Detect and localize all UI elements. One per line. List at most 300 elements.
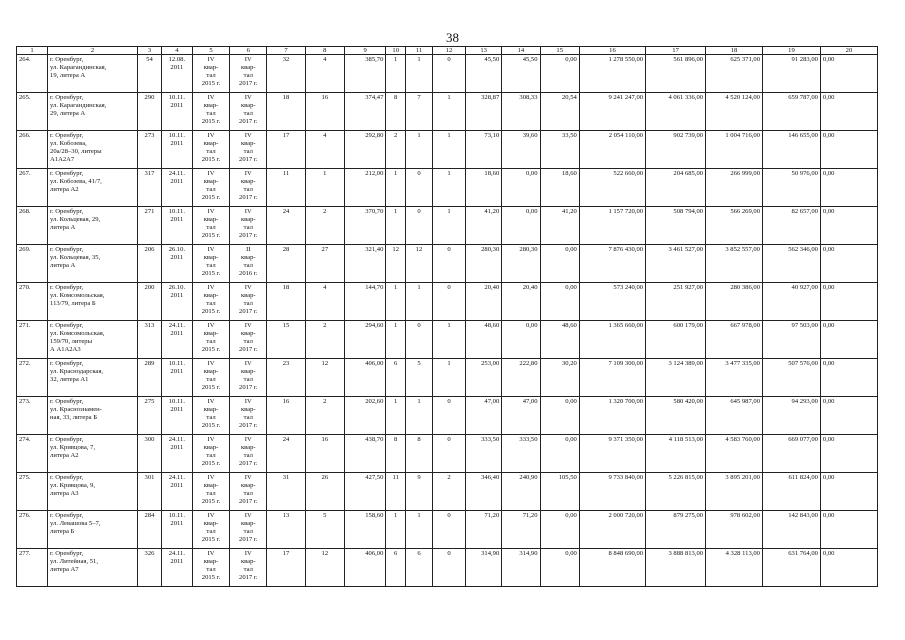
table-cell: 333,50 bbox=[466, 435, 502, 473]
table-cell: IV квар- тал 2015 г. bbox=[192, 473, 229, 511]
table-cell: 0,00 bbox=[820, 207, 877, 245]
table-cell: 374,47 bbox=[344, 93, 385, 131]
table-cell: 24.11. 2011 bbox=[161, 321, 192, 359]
table-cell: 0 bbox=[432, 283, 465, 321]
table-cell: 158,60 bbox=[344, 511, 385, 549]
table-cell: 4 520 124,00 bbox=[706, 93, 763, 131]
table-cell: 204 685,00 bbox=[646, 169, 706, 207]
table-cell: 4 118 513,00 bbox=[646, 435, 706, 473]
table-cell: 24.11. 2011 bbox=[161, 549, 192, 587]
table-cell: 32 bbox=[267, 55, 305, 93]
table-cell: 0,00 bbox=[502, 207, 540, 245]
row-number-cell: 267. bbox=[17, 169, 48, 207]
table-cell: 91 283,00 bbox=[762, 55, 820, 93]
row-number-cell: 266. bbox=[17, 131, 48, 169]
table-cell: IV квар- тал 2017 г. bbox=[230, 207, 267, 245]
table-cell: 16 bbox=[305, 93, 344, 131]
table-cell: 321,40 bbox=[344, 245, 385, 283]
table-cell: 7 bbox=[406, 93, 433, 131]
table-cell: 573 240,00 bbox=[579, 283, 645, 321]
table-cell: IV квар- тал 2015 г. bbox=[192, 283, 229, 321]
table-cell: IV квар- тал 2017 г. bbox=[230, 93, 267, 131]
table-cell: 7 876 430,00 bbox=[579, 245, 645, 283]
table-row bbox=[17, 549, 878, 587]
table-cell: 978 602,00 bbox=[706, 511, 763, 549]
table-cell: 45,50 bbox=[466, 55, 502, 93]
table-cell: 12 bbox=[386, 245, 406, 283]
table-cell: 240,90 bbox=[502, 473, 540, 511]
table-row bbox=[17, 245, 878, 283]
table-cell: 0,00 bbox=[540, 549, 579, 587]
table-row bbox=[17, 283, 878, 321]
table-cell: 4 583 760,00 bbox=[706, 435, 763, 473]
table-cell: 12.08. 2011 bbox=[161, 55, 192, 93]
table-cell: 1 bbox=[432, 93, 465, 131]
table-cell: 2 bbox=[386, 131, 406, 169]
column-number-1: 1 bbox=[17, 47, 48, 55]
table-cell: 20,40 bbox=[466, 283, 502, 321]
table-cell: 508 794,00 bbox=[646, 207, 706, 245]
page-number: 38 bbox=[446, 30, 459, 45]
table-cell: 10.11. 2011 bbox=[161, 93, 192, 131]
table-cell: 0,00 bbox=[820, 321, 877, 359]
table-cell: 3 477 335,00 bbox=[706, 359, 763, 397]
column-number-17: 17 bbox=[646, 47, 706, 55]
table-cell: 308,33 bbox=[502, 93, 540, 131]
table-cell: 4 061 336,00 bbox=[646, 93, 706, 131]
table-cell: 266 999,00 bbox=[706, 169, 763, 207]
table-cell: 0,00 bbox=[820, 397, 877, 435]
table-cell: 18 bbox=[267, 283, 305, 321]
column-number-7: 7 bbox=[267, 47, 305, 55]
table-cell: 0 bbox=[432, 511, 465, 549]
address-cell: г. Оренбург, ул. Кривцова, 7, литера А2 bbox=[48, 435, 138, 473]
table-cell: IV квар- тал 2015 г. bbox=[192, 321, 229, 359]
table-row bbox=[17, 359, 878, 397]
table-cell: 1 bbox=[305, 169, 344, 207]
table-cell: 18,60 bbox=[540, 169, 579, 207]
column-number-5: 5 bbox=[192, 47, 229, 55]
table-cell: 1 bbox=[386, 321, 406, 359]
column-number-20: 20 bbox=[820, 47, 877, 55]
column-number-6: 6 bbox=[230, 47, 267, 55]
row-number-cell: 270. bbox=[17, 283, 48, 321]
table-cell: IV квар- тал 2017 г. bbox=[230, 55, 267, 93]
table-cell: 16 bbox=[267, 397, 305, 435]
table-cell: 73,10 bbox=[466, 131, 502, 169]
address-cell: г. Оренбург, ул. Кольцевая, 29, литера А bbox=[48, 207, 138, 245]
table-cell: 206 bbox=[138, 245, 162, 283]
table-cell: 253,00 bbox=[466, 359, 502, 397]
table-row bbox=[17, 169, 878, 207]
table-cell: 427,50 bbox=[344, 473, 385, 511]
table-cell: 406,00 bbox=[344, 549, 385, 587]
table-cell: 1 bbox=[386, 55, 406, 93]
table-cell: 0,00 bbox=[820, 435, 877, 473]
address-cell: г. Оренбург, ул. Комсомольская, 159/70, литеры А А1А2А3 bbox=[48, 321, 138, 359]
table-cell: 28 bbox=[267, 245, 305, 283]
table-cell: 580 420,00 bbox=[646, 397, 706, 435]
table-cell: 47,00 bbox=[502, 397, 540, 435]
table-cell: 0,00 bbox=[820, 473, 877, 511]
address-cell: г. Оренбург, ул. Краснодарская, 32, литера А1 bbox=[48, 359, 138, 397]
table-cell: 0,00 bbox=[502, 321, 540, 359]
table-cell: 294,60 bbox=[344, 321, 385, 359]
table-cell: 15 bbox=[267, 321, 305, 359]
table-cell: 13 bbox=[267, 511, 305, 549]
address-cell: г. Оренбург, ул. Кольцевая, 35, литера А bbox=[48, 245, 138, 283]
address-cell: г. Оренбург, ул. Краснознамен- ная, 33, литера Б bbox=[48, 397, 138, 435]
table-cell: 1 bbox=[386, 283, 406, 321]
table-cell: 146 655,00 bbox=[762, 131, 820, 169]
table-cell: 0 bbox=[432, 435, 465, 473]
table-cell: 667 978,00 bbox=[706, 321, 763, 359]
table-cell: 4 bbox=[305, 55, 344, 93]
row-number-cell: 271. bbox=[17, 321, 48, 359]
table-row bbox=[17, 321, 878, 359]
column-number-11: 11 bbox=[406, 47, 433, 55]
table-cell: 0 bbox=[406, 321, 433, 359]
table-cell: 39,60 bbox=[502, 131, 540, 169]
table-cell: 9 241 247,00 bbox=[579, 93, 645, 131]
address-cell: г. Оренбург, ул. Кобозева, 41/7, литера А2 bbox=[48, 169, 138, 207]
table-cell: IV квар- тал 2017 г. bbox=[230, 283, 267, 321]
table-cell: 27 bbox=[305, 245, 344, 283]
address-cell: г. Оренбург, ул. Кривцова, 9, литера А3 bbox=[48, 473, 138, 511]
table-cell: IV квар- тал 2017 г. bbox=[230, 169, 267, 207]
table-cell: 0 bbox=[432, 549, 465, 587]
table-cell: 11 bbox=[386, 473, 406, 511]
table-cell: 10.11. 2011 bbox=[161, 131, 192, 169]
row-number-cell: 276. bbox=[17, 511, 48, 549]
table-cell: 0 bbox=[432, 397, 465, 435]
table-cell: 12 bbox=[305, 549, 344, 587]
table-cell: 0,00 bbox=[820, 245, 877, 283]
table-row bbox=[17, 435, 878, 473]
table-cell: 7 109 300,00 bbox=[579, 359, 645, 397]
column-number-9: 9 bbox=[344, 47, 385, 55]
table-cell: IV квар- тал 2015 г. bbox=[192, 245, 229, 283]
table-cell: 0,00 bbox=[540, 511, 579, 549]
table-cell: 10.11. 2011 bbox=[161, 359, 192, 397]
table-cell: IV квар- тал 2015 г. bbox=[192, 93, 229, 131]
table-cell: 2 bbox=[305, 207, 344, 245]
table-cell: 275 bbox=[138, 397, 162, 435]
table-cell: 1 bbox=[386, 511, 406, 549]
table-cell: 289 bbox=[138, 359, 162, 397]
table-cell: 26.10. 2011 bbox=[161, 283, 192, 321]
table-row bbox=[17, 397, 878, 435]
table-cell: 562 346,00 bbox=[762, 245, 820, 283]
row-number-cell: 273. bbox=[17, 397, 48, 435]
table-cell: IV квар- тал 2017 г. bbox=[230, 549, 267, 587]
table-cell: 142 843,00 bbox=[762, 511, 820, 549]
table-cell: 0 bbox=[432, 245, 465, 283]
table-cell: 659 787,00 bbox=[762, 93, 820, 131]
table-row bbox=[17, 131, 878, 169]
table-cell: 0,00 bbox=[820, 283, 877, 321]
table-cell: IV квар- тал 2017 г. bbox=[230, 131, 267, 169]
table-cell: 406,00 bbox=[344, 359, 385, 397]
table-cell: 0,00 bbox=[820, 549, 877, 587]
table-cell: 41,20 bbox=[540, 207, 579, 245]
table-cell: 10.11. 2011 bbox=[161, 207, 192, 245]
table-cell: 2 bbox=[432, 473, 465, 511]
table-cell: 280,30 bbox=[502, 245, 540, 283]
table-cell: 1 278 550,00 bbox=[579, 55, 645, 93]
table-cell: 902 739,00 bbox=[646, 131, 706, 169]
table-cell: 1 004 716,00 bbox=[706, 131, 763, 169]
table-cell: 507 576,00 bbox=[762, 359, 820, 397]
table-cell: 71,20 bbox=[502, 511, 540, 549]
table-cell: 2 bbox=[305, 397, 344, 435]
table-cell: 12 bbox=[406, 245, 433, 283]
column-number-19: 19 bbox=[762, 47, 820, 55]
table-cell: 3 895 201,00 bbox=[706, 473, 763, 511]
table-cell: 97 503,00 bbox=[762, 321, 820, 359]
table-cell: IV квар- тал 2015 г. bbox=[192, 359, 229, 397]
table-cell: 9 bbox=[406, 473, 433, 511]
table-cell: 1 320 700,00 bbox=[579, 397, 645, 435]
table-cell: 6 bbox=[406, 549, 433, 587]
table-cell: 1 157 720,00 bbox=[579, 207, 645, 245]
row-number-cell: 268. bbox=[17, 207, 48, 245]
row-number-cell: 265. bbox=[17, 93, 48, 131]
table-cell: 0,00 bbox=[820, 93, 877, 131]
table-cell: 566 269,00 bbox=[706, 207, 763, 245]
row-number-cell: 275. bbox=[17, 473, 48, 511]
table-cell: 669 077,00 bbox=[762, 435, 820, 473]
table-cell: 1 bbox=[432, 131, 465, 169]
table-row bbox=[17, 473, 878, 511]
table-cell: 438,70 bbox=[344, 435, 385, 473]
table-cell: 33,50 bbox=[540, 131, 579, 169]
table-cell: 11 bbox=[267, 169, 305, 207]
column-number-4: 4 bbox=[161, 47, 192, 55]
table-cell: IV квар- тал 2017 г. bbox=[230, 397, 267, 435]
table-cell: 5 226 815,00 bbox=[646, 473, 706, 511]
table-cell: 1 bbox=[386, 397, 406, 435]
table-cell: 251 927,00 bbox=[646, 283, 706, 321]
table-cell: 5 bbox=[305, 511, 344, 549]
table-cell: 9 371 350,00 bbox=[579, 435, 645, 473]
table-cell: 271 bbox=[138, 207, 162, 245]
table-cell: 385,70 bbox=[344, 55, 385, 93]
address-cell: г. Оренбург, ул. Левашова 5–7, литера Б bbox=[48, 511, 138, 549]
table-cell: 370,70 bbox=[344, 207, 385, 245]
table-cell: 290 bbox=[138, 93, 162, 131]
table-cell: 202,60 bbox=[344, 397, 385, 435]
table-cell: 1 bbox=[432, 359, 465, 397]
table-cell: 0,00 bbox=[820, 131, 877, 169]
table-cell: 50 976,00 bbox=[762, 169, 820, 207]
table-cell: 313 bbox=[138, 321, 162, 359]
table-cell: 2 bbox=[305, 321, 344, 359]
table-cell: IV квар- тал 2015 г. bbox=[192, 55, 229, 93]
table-cell: 4 bbox=[305, 131, 344, 169]
table-cell: 24 bbox=[267, 435, 305, 473]
table-cell: 24.11. 2011 bbox=[161, 435, 192, 473]
table-cell: 3 888 813,00 bbox=[646, 549, 706, 587]
address-cell: г. Оренбург, ул. Карагандинская, 19, литера А bbox=[48, 55, 138, 93]
table-cell: 645 987,00 bbox=[706, 397, 763, 435]
table-cell: 12 bbox=[305, 359, 344, 397]
table-cell: 600 179,00 bbox=[646, 321, 706, 359]
table-cell: 10.11. 2011 bbox=[161, 511, 192, 549]
table-cell: 0,00 bbox=[820, 169, 877, 207]
column-number-12: 12 bbox=[432, 47, 465, 55]
table-cell: 1 bbox=[406, 283, 433, 321]
table-cell: 20,40 bbox=[502, 283, 540, 321]
table-cell: 8 848 690,00 bbox=[579, 549, 645, 587]
table-cell: 17 bbox=[267, 549, 305, 587]
table-cell: 0,00 bbox=[540, 397, 579, 435]
table-row bbox=[17, 55, 878, 93]
table-cell: 301 bbox=[138, 473, 162, 511]
table-cell: 328,87 bbox=[466, 93, 502, 131]
table-cell: 54 bbox=[138, 55, 162, 93]
table-cell: 222,80 bbox=[502, 359, 540, 397]
table-cell: 8 bbox=[386, 93, 406, 131]
table-cell: 0 bbox=[432, 55, 465, 93]
table-row bbox=[17, 93, 878, 131]
table-cell: 2 000 720,00 bbox=[579, 511, 645, 549]
table-cell: 1 bbox=[432, 321, 465, 359]
table-cell: II квар- тал 2016 г. bbox=[230, 245, 267, 283]
row-number-cell: 272. bbox=[17, 359, 48, 397]
table-cell: 561 896,00 bbox=[646, 55, 706, 93]
table-cell: 40 927,00 bbox=[762, 283, 820, 321]
table-body bbox=[17, 55, 878, 587]
table-cell: IV квар- тал 2015 г. bbox=[192, 131, 229, 169]
table-cell: 1 bbox=[406, 55, 433, 93]
table-cell: 1 bbox=[386, 169, 406, 207]
column-number-14: 14 bbox=[502, 47, 540, 55]
table-cell: 0,00 bbox=[540, 55, 579, 93]
row-number-cell: 269. bbox=[17, 245, 48, 283]
table-cell: 0,00 bbox=[820, 359, 877, 397]
table-cell: 0 bbox=[406, 169, 433, 207]
table-cell: 47,00 bbox=[466, 397, 502, 435]
table-cell: 3 461 527,00 bbox=[646, 245, 706, 283]
table-cell: 3 852 557,00 bbox=[706, 245, 763, 283]
table-row bbox=[17, 511, 878, 549]
table-cell: 20,54 bbox=[540, 93, 579, 131]
table-cell: 1 bbox=[406, 511, 433, 549]
row-number-cell: 264. bbox=[17, 55, 48, 93]
table-cell: IV квар- тал 2017 г. bbox=[230, 511, 267, 549]
table-cell: 0,00 bbox=[820, 511, 877, 549]
table-cell: 6 bbox=[386, 359, 406, 397]
table-cell: IV квар- тал 2015 г. bbox=[192, 435, 229, 473]
address-cell: г. Оренбург, ул. Кобозева, 20а/28–30, литеры А1А2А7 bbox=[48, 131, 138, 169]
table-cell: 144,70 bbox=[344, 283, 385, 321]
address-cell: г. Оренбург, ул. Комсомольская, 113/79, литера Б bbox=[48, 283, 138, 321]
table-cell: 4 bbox=[305, 283, 344, 321]
table-cell: 3 124 389,00 bbox=[646, 359, 706, 397]
table-row bbox=[17, 207, 878, 245]
table-cell: IV квар- тал 2015 г. bbox=[192, 511, 229, 549]
table-cell: 1 365 660,00 bbox=[579, 321, 645, 359]
column-number-row bbox=[17, 47, 878, 55]
table-cell: IV квар- тал 2017 г. bbox=[230, 359, 267, 397]
table-cell: 1 bbox=[406, 397, 433, 435]
table-cell: 24.11. 2011 bbox=[161, 473, 192, 511]
table-cell: 26.10. 2011 bbox=[161, 245, 192, 283]
table-cell: 45,50 bbox=[502, 55, 540, 93]
table-cell: 631 764,00 bbox=[762, 549, 820, 587]
table-cell: IV квар- тал 2015 г. bbox=[192, 169, 229, 207]
table-cell: 105,50 bbox=[540, 473, 579, 511]
table-cell: 333,50 bbox=[502, 435, 540, 473]
table-cell: 18,60 bbox=[466, 169, 502, 207]
row-number-cell: 277. bbox=[17, 549, 48, 587]
table-cell: 300 bbox=[138, 435, 162, 473]
address-cell: г. Оренбург, ул. Карагандинская, 29, литера А bbox=[48, 93, 138, 131]
table-cell: 200 bbox=[138, 283, 162, 321]
table-cell: 1 bbox=[432, 169, 465, 207]
table-cell: 346,40 bbox=[466, 473, 502, 511]
table-cell: 18 bbox=[267, 93, 305, 131]
table-cell: 31 bbox=[267, 473, 305, 511]
table-cell: 611 824,00 bbox=[762, 473, 820, 511]
table-cell: 23 bbox=[267, 359, 305, 397]
housing-table bbox=[16, 46, 878, 587]
table-cell: 522 660,00 bbox=[579, 169, 645, 207]
row-number-cell: 274. bbox=[17, 435, 48, 473]
table-cell: 24.11. 2011 bbox=[161, 169, 192, 207]
table-cell: 48,60 bbox=[540, 321, 579, 359]
table-cell: 8 bbox=[406, 435, 433, 473]
table-cell: IV квар- тал 2017 г. bbox=[230, 435, 267, 473]
table-cell: 48,60 bbox=[466, 321, 502, 359]
table-cell: IV квар- тал 2017 г. bbox=[230, 473, 267, 511]
table-cell: 0,00 bbox=[502, 169, 540, 207]
table-cell: IV квар- тал 2015 г. bbox=[192, 397, 229, 435]
table-cell: 1 bbox=[386, 207, 406, 245]
column-number-16: 16 bbox=[579, 47, 645, 55]
table-cell: 5 bbox=[406, 359, 433, 397]
table-cell: IV квар- тал 2015 г. bbox=[192, 207, 229, 245]
table-cell: 280,30 bbox=[466, 245, 502, 283]
table-cell: 292,80 bbox=[344, 131, 385, 169]
table-cell: 314,90 bbox=[502, 549, 540, 587]
table-cell: IV квар- тал 2017 г. bbox=[230, 321, 267, 359]
table-cell: 0,00 bbox=[540, 283, 579, 321]
table-cell: 212,00 bbox=[344, 169, 385, 207]
table-cell: 94 293,00 bbox=[762, 397, 820, 435]
table-cell: 879 275,00 bbox=[646, 511, 706, 549]
table-cell: 9 733 840,00 bbox=[579, 473, 645, 511]
table-cell: 6 bbox=[386, 549, 406, 587]
table-cell: 8 bbox=[386, 435, 406, 473]
table-cell: 26 bbox=[305, 473, 344, 511]
column-number-3: 3 bbox=[138, 47, 162, 55]
table-cell: 4 328 113,00 bbox=[706, 549, 763, 587]
table-cell: 71,20 bbox=[466, 511, 502, 549]
table-cell: 284 bbox=[138, 511, 162, 549]
table-cell: 1 bbox=[432, 207, 465, 245]
table-cell: 0 bbox=[406, 207, 433, 245]
table-cell: 30,20 bbox=[540, 359, 579, 397]
column-number-2: 2 bbox=[48, 47, 138, 55]
table-cell: 24 bbox=[267, 207, 305, 245]
table-cell: 2 054 110,00 bbox=[579, 131, 645, 169]
column-number-18: 18 bbox=[706, 47, 763, 55]
table-cell: 280 386,00 bbox=[706, 283, 763, 321]
table-cell: 17 bbox=[267, 131, 305, 169]
table-cell: 314,90 bbox=[466, 549, 502, 587]
